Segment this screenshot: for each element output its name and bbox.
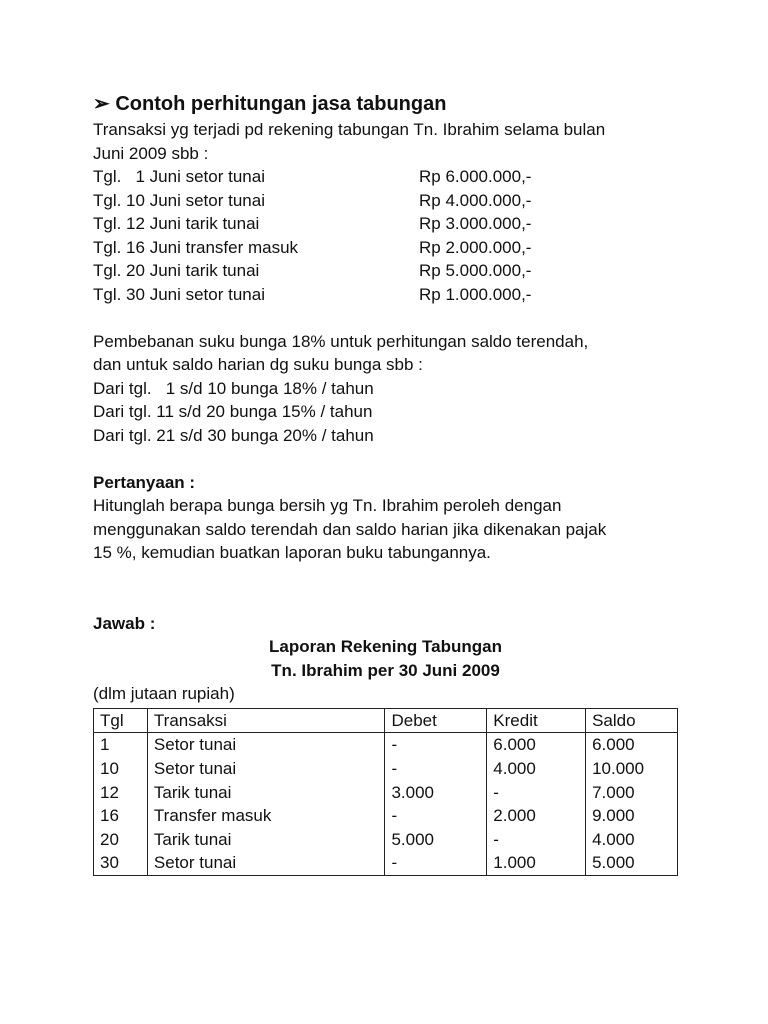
interest-line: Dari tgl. 11 s/d 20 bunga 15% / tahun [93,402,373,421]
transaction-desc: Tgl. 20 Juni tarik tunai [93,261,260,280]
transaction-line [93,236,693,260]
question-line: 15 %, kemudian buatkan laporan buku tabungannya. [93,543,491,562]
table-row [94,780,678,804]
cell-saldo: 6.000 [586,733,678,757]
transaction-line [93,212,693,236]
savings-report-table [93,708,678,876]
intro-line: Juni 2009 sbb : [93,143,209,163]
heading-title: Contoh perhitungan jasa tabungan [115,93,447,115]
intro-line: Transaksi yg terjadi pd rekening tabungan Tn. Ibrahim selama bulan [93,120,606,139]
transaction-line [93,259,693,283]
cell-tgl: 20 [94,827,148,851]
cell-debet: - [385,804,487,828]
cell-kredit: 2.000 [487,804,586,828]
cell-saldo: 7.000 [586,780,678,804]
cell-tgl: 30 [94,851,148,875]
transaction-line [93,165,693,189]
transaction-desc: Tgl. 12 Juni tarik tunai [93,214,260,233]
cell-saldo: 9.000 [586,804,678,828]
cell-transaksi: Tarik tunai [147,780,385,804]
transaction-amount: Rp 5.000.000,- [419,261,532,280]
header-kredit: Kredit [487,708,586,733]
cell-transaksi: Setor tunai [147,757,385,781]
question-label: Pertanyaan : [93,472,196,492]
transaction-line [93,283,693,307]
interest-line: dan untuk saldo harian dg suku bunga sbb : [93,355,423,374]
cell-debet: 3.000 [385,780,487,804]
table-row [94,757,678,781]
cell-kredit: - [487,780,586,804]
cell-transaksi: Setor tunai [147,733,385,757]
transaction-desc: Tgl. 10 Juni setor tunai [93,190,265,210]
interest-line: Pembebanan suku bunga 18% untuk perhitungan saldo terendah, [93,331,589,351]
table-header-row [94,708,678,733]
cell-saldo: 10.000 [586,757,678,781]
table-row [94,804,678,828]
transaction-amount: Rp 2.000.000,- [419,237,532,257]
header-tgl: Tgl [94,708,148,733]
interest-line: Dari tgl. 1 s/d 10 bunga 18% / tahun [93,378,374,398]
cell-tgl: 1 [94,733,148,757]
transaction-amount: Rp 4.000.000,- [419,190,532,210]
cell-tgl: 16 [94,804,148,828]
spacer [93,447,693,471]
transaction-desc: Tgl. 16 Juni transfer masuk [93,237,299,257]
document-body [93,90,693,876]
header-saldo: Saldo [586,708,678,733]
cell-tgl: 12 [94,780,148,804]
cell-debet: - [385,733,487,757]
cell-transaksi: Transfer masuk [147,804,385,828]
cell-kredit: 4.000 [487,757,586,781]
table-row [94,733,678,757]
section-heading [93,90,693,118]
cell-debet: - [385,851,487,875]
cell-saldo: 4.000 [586,827,678,851]
report-title: Laporan Rekening Tabungan [269,637,502,656]
interest-line: Dari tgl. 21 s/d 30 bunga 20% / tahun [93,425,374,445]
transaction-desc: Tgl. 30 Juni setor tunai [93,284,265,304]
arrow-bullet-icon: ➢ [93,93,110,115]
question-line: menggunakan saldo terendah dan saldo harian jika dikenakan pajak [93,519,607,539]
transaction-amount: Rp 1.000.000,- [419,284,532,304]
spacer [93,565,693,612]
cell-kredit: 6.000 [487,733,586,757]
cell-kredit: 1.000 [487,851,586,875]
header-debet: Debet [385,708,487,733]
cell-tgl: 10 [94,757,148,781]
unit-note: (dlm jutaan rupiah) [93,684,235,703]
transaction-amount: Rp 3.000.000,- [419,214,532,233]
cell-debet: 5.000 [385,827,487,851]
table-row [94,827,678,851]
cell-transaksi: Tarik tunai [147,827,385,851]
transaction-amount: Rp 6.000.000,- [419,167,532,186]
transaction-line [93,189,693,213]
cell-kredit: - [487,827,586,851]
cell-debet: - [385,757,487,781]
spacer [93,306,693,330]
transaction-desc: Tgl. 1 Juni setor tunai [93,167,265,186]
cell-saldo: 5.000 [586,851,678,875]
report-subtitle: Tn. Ibrahim per 30 Juni 2009 [271,660,500,680]
cell-transaksi: Setor tunai [147,851,385,875]
table-row [94,851,678,875]
question-line: Hitunglah berapa bunga bersih yg Tn. Ibrahim peroleh dengan [93,496,562,515]
header-transaksi: Transaksi [147,708,385,733]
answer-label: Jawab : [93,613,156,633]
